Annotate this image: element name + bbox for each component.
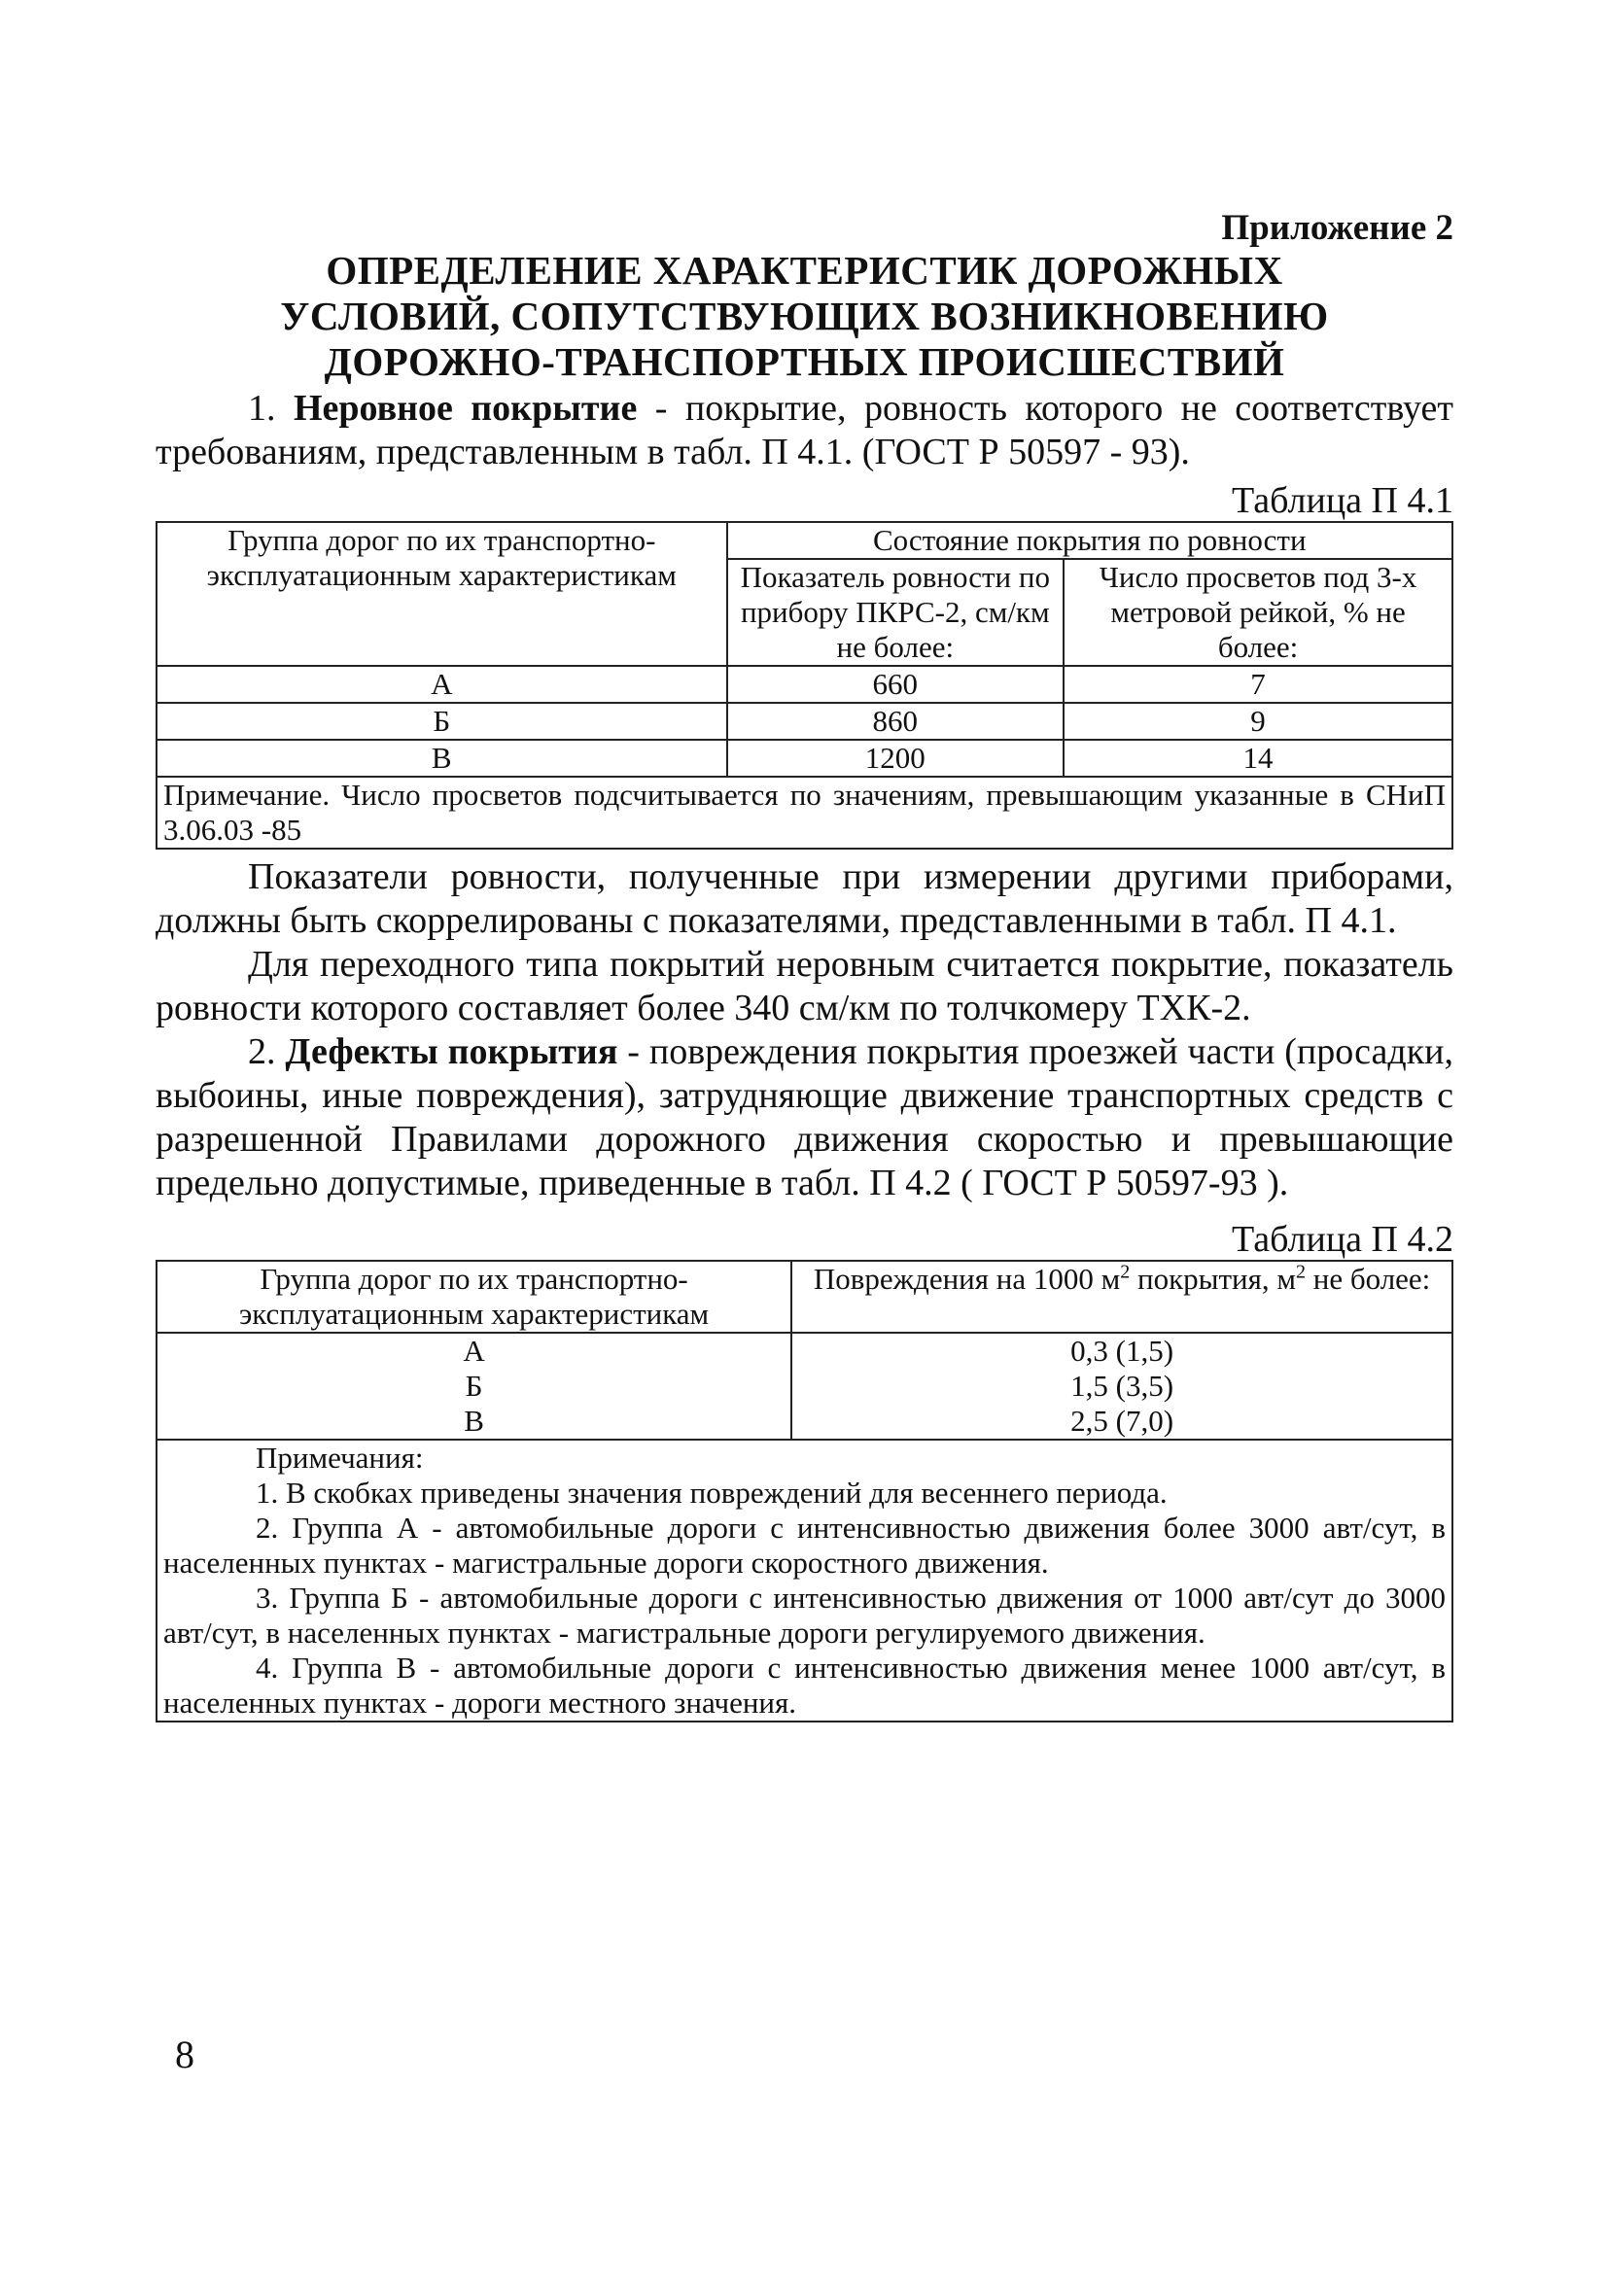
table-row xyxy=(157,740,1452,777)
superscript: 2 xyxy=(1295,1261,1306,1283)
note-item-text: 1. В скобках приведены значения повреждений для весеннего периода. xyxy=(256,1476,1168,1510)
table-1-cell-value: 1200 xyxy=(727,740,1065,777)
table-2-value: 1,5 (3,5) xyxy=(1070,1369,1174,1403)
table-1-caption: Таблица П 4.1 xyxy=(1232,480,1453,521)
section-2-paragraph xyxy=(156,1030,1453,1205)
section-2-term: Дефекты покрытия xyxy=(285,1031,618,1072)
page-number: 8 xyxy=(175,2033,194,2076)
table-1-header-group: Группа дорог по их транспортно-эксплуатационным характеристикам xyxy=(157,522,727,666)
table-2-values-cell xyxy=(791,1333,1452,1440)
table-2-header-damage xyxy=(791,1261,1452,1333)
note-item xyxy=(163,1511,1446,1581)
table-2-header-group: Группа дорог по их транспортно-эксплуатационным характеристикам xyxy=(157,1261,791,1333)
section-2-number: 2. xyxy=(248,1031,276,1072)
table-1-cell-value: 860 xyxy=(727,703,1065,740)
title-line: ОПРЕДЕЛЕНИЕ ХАРАКТЕРИСТИК ДОРОЖНЫХ xyxy=(326,248,1283,293)
header-damage-text: не более: xyxy=(1305,1262,1431,1296)
note-item xyxy=(163,1581,1446,1651)
title-line: ДОРОЖНО-ТРАНСПОРТНЫХ ПРОИСШЕСТВИЙ xyxy=(324,339,1285,384)
title-line: УСЛОВИЙ, СОПУТСТВУЮЩИХ ВОЗНИКНОВЕНИЮ xyxy=(280,294,1329,338)
table-2-group: А xyxy=(463,1334,485,1368)
table-1-header-state: Состояние покрытия по ровности xyxy=(727,522,1452,559)
document-page xyxy=(156,209,1453,1722)
paragraph-evenness xyxy=(156,855,1453,943)
table-1-cell-group: Б xyxy=(157,703,727,740)
table-2-group: В xyxy=(464,1404,484,1438)
section-1-text: - покрытие, ровность которого не соответствует требованиям, представленным в табл. П 4.1. (ГОСТ Р 50597 - 93). xyxy=(156,388,1454,472)
table-2-group: Б xyxy=(465,1369,483,1403)
note-item xyxy=(163,1651,1446,1721)
note-item-text: 3. Группа Б - автомобильные дороги с интенсивностью движения от 1000 авт/сут до 3000 авт/сут, в населенных пунктах - магистральные дороги регулируемого движения. xyxy=(163,1581,1446,1650)
notes-title xyxy=(163,1441,1446,1476)
table-1 xyxy=(156,521,1453,850)
appendix-label: Приложение 2 xyxy=(1221,208,1453,248)
table-2-groups-cell xyxy=(157,1333,791,1440)
section-1-paragraph xyxy=(156,387,1453,474)
note-item-text: 4. Группа В - автомобильные дороги с интенсивностью движения менее 1000 авт/сут, в населенных пунктах - дороги местного значения. xyxy=(163,1651,1446,1720)
table-row xyxy=(157,666,1452,703)
paragraph-transitional-text: Для переходного типа покрытий неровным считается покрытие, показатель ровности которого составляет более 340 см/км по толчкомеру ТХК-2. xyxy=(156,944,1453,1028)
page-title xyxy=(156,248,1453,385)
header-damage-text: покрытия, м xyxy=(1130,1262,1296,1296)
table-1-cell-value: 14 xyxy=(1064,740,1452,777)
table-1-cell-value: 660 xyxy=(727,666,1065,703)
section-1-number: 1. xyxy=(248,388,276,429)
table-1-cell-group: А xyxy=(157,666,727,703)
table-2-value: 2,5 (7,0) xyxy=(1070,1404,1174,1438)
section-1-term: Неровное покрытие xyxy=(293,388,638,429)
table-row xyxy=(157,703,1452,740)
superscript: 2 xyxy=(1120,1261,1131,1283)
table-1-header-col1: Показатель ровности по прибору ПКРС-2, см/км не более: xyxy=(727,559,1065,666)
note-item xyxy=(163,1476,1446,1511)
table-1-cell-group: В xyxy=(157,740,727,777)
note-item-text: 2. Группа А - автомобильные дороги с интенсивностью движения более 3000 авт/сут, в населенных пунктах - магистральные дороги скоростного движения. xyxy=(163,1511,1446,1580)
table-2 xyxy=(156,1260,1453,1722)
section-2-text: - повреждения покрытия проезжей части (просадки, выбоины, иные повреждения), затрудняющие движение транспортных средств с разрешенной Правилами дорожного движения скоростью и превышающие предельно допустимые, приведенные в табл. П 4.2 ( ГОСТ Р 50597-93 ). xyxy=(156,1031,1453,1203)
paragraph-evenness-text: Показатели ровности, полученные при измерении другими приборами, должны быть скоррелированы с показателями, представленными в табл. П 4.1. xyxy=(156,856,1453,941)
table-2-value: 0,3 (1,5) xyxy=(1070,1334,1174,1368)
table-2-notes xyxy=(157,1440,1452,1722)
table-2-caption: Таблица П 4.2 xyxy=(1232,1219,1453,1260)
paragraph-transitional xyxy=(156,943,1453,1030)
notes-title-text: Примечания: xyxy=(256,1441,424,1475)
header-damage-text: Повреждения на 1000 м xyxy=(813,1262,1121,1296)
table-1-header-col2: Число просветов под 3-х метровой рейкой, % не более: xyxy=(1064,559,1452,666)
table-1-cell-value: 9 xyxy=(1064,703,1452,740)
table-1-cell-value: 7 xyxy=(1064,666,1452,703)
table-1-note: Примечание. Число просветов подсчитывается по значениям, превышающим указанные в СНиП 3.06.03 -85 xyxy=(157,777,1452,849)
